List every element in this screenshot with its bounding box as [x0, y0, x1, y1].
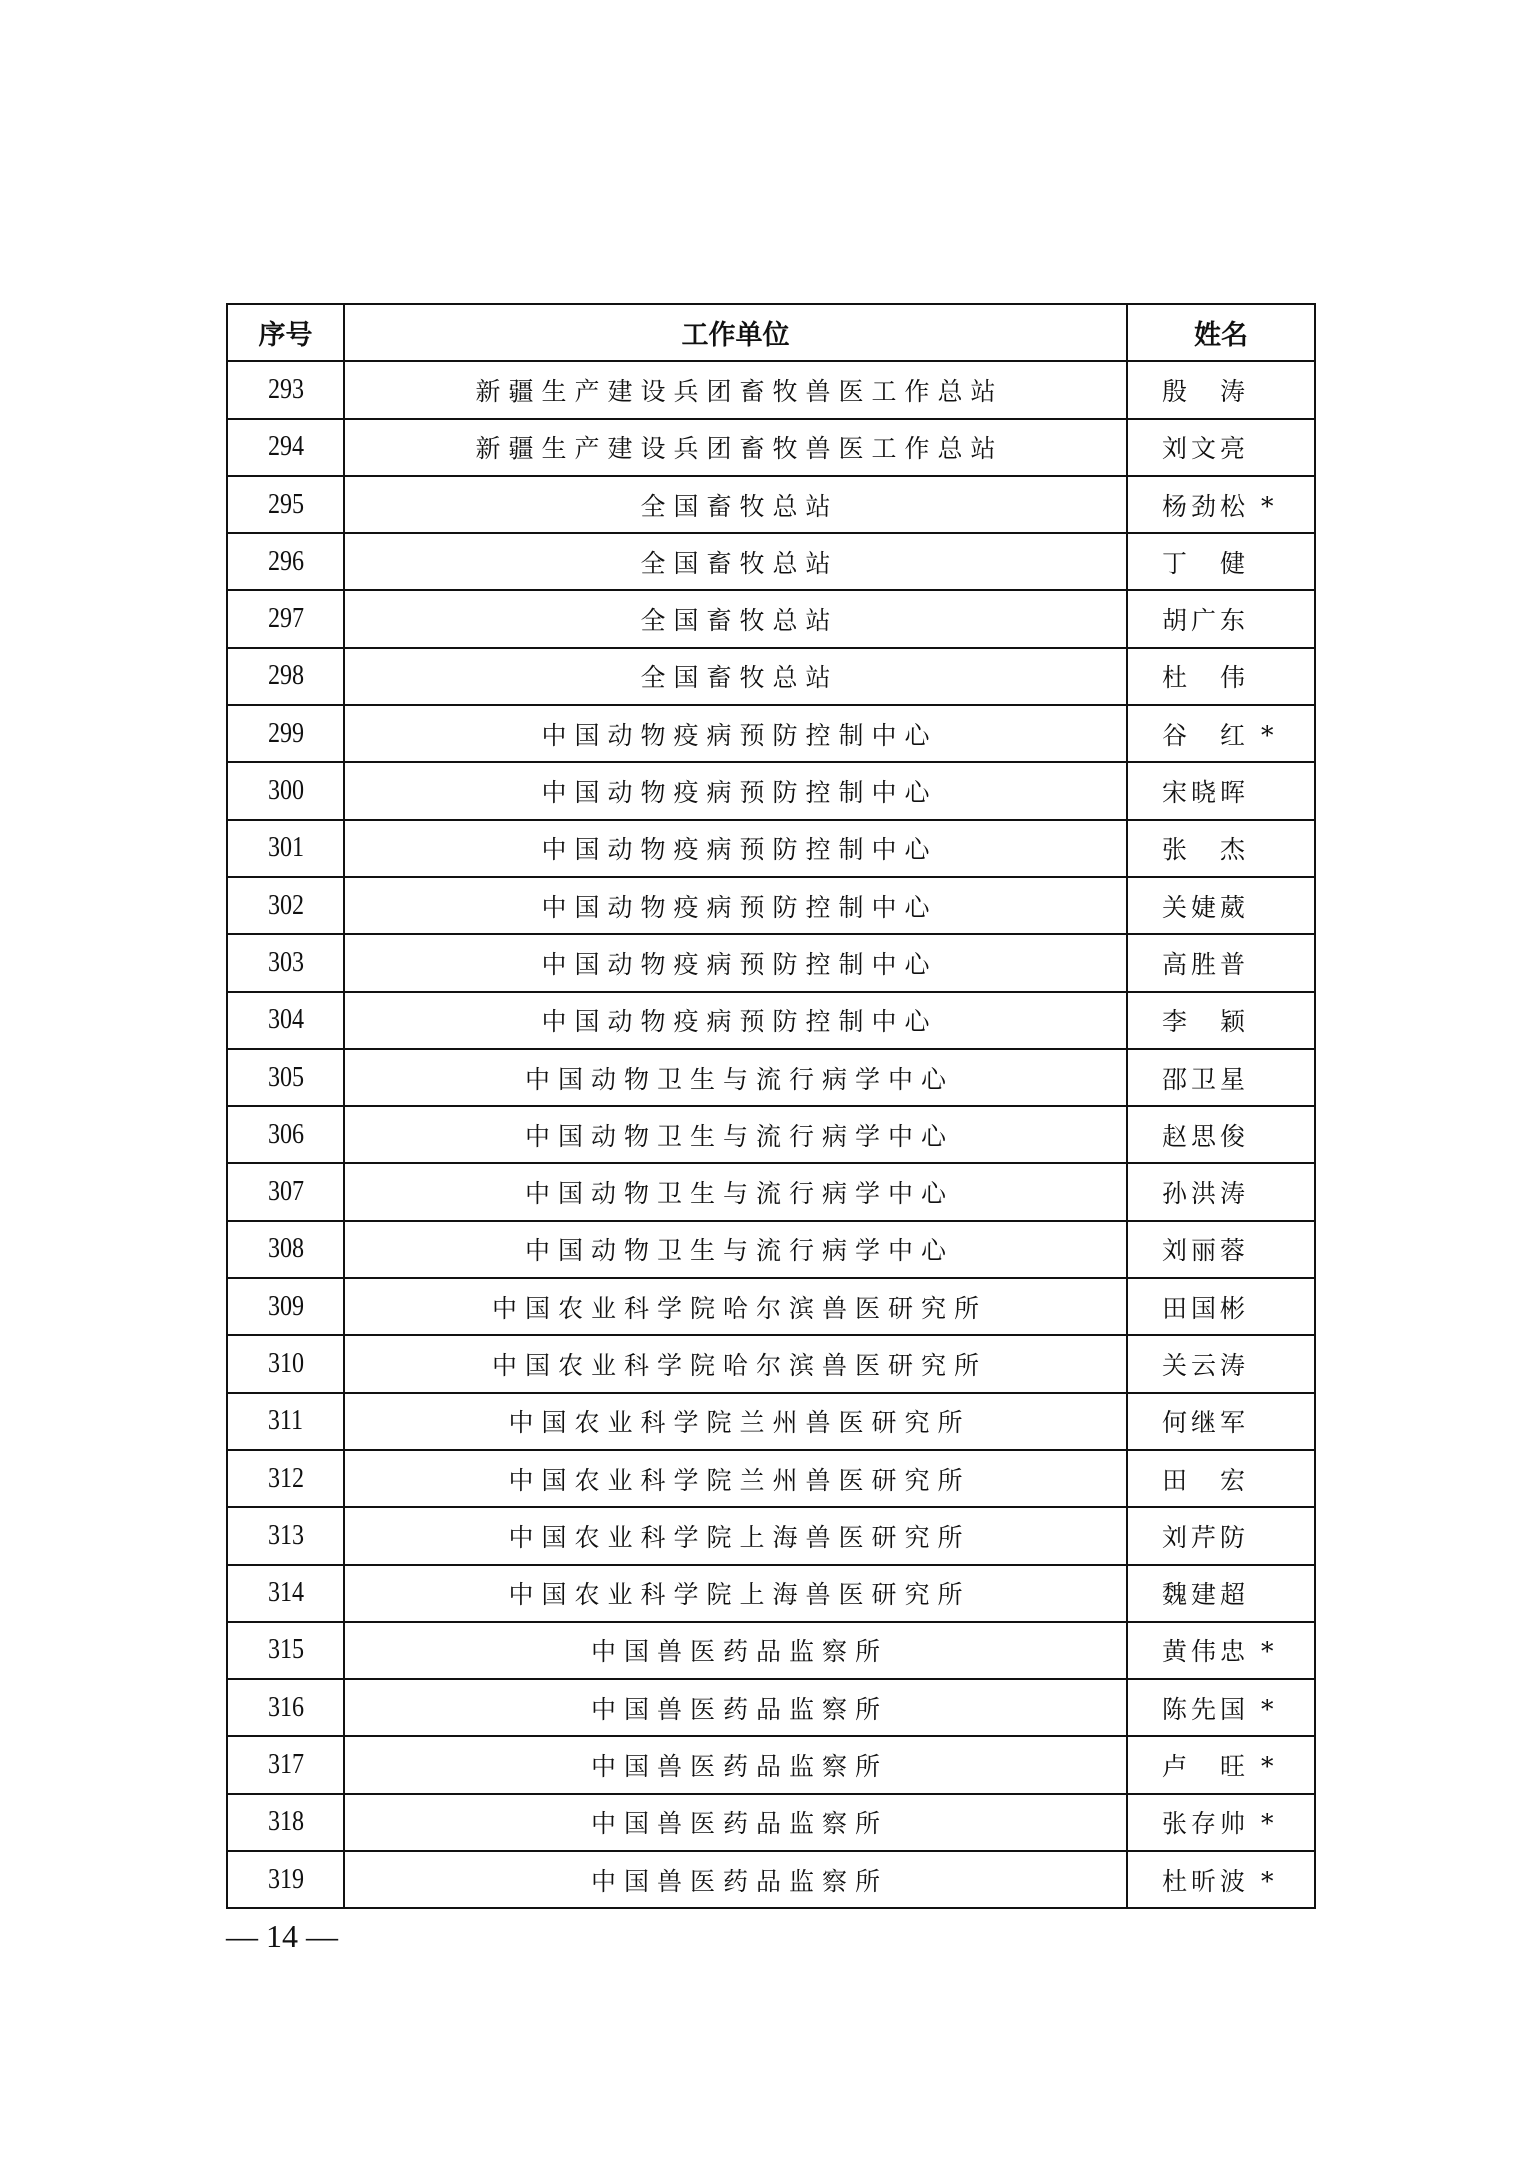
table-row — [227, 877, 1315, 934]
cell-index — [227, 1221, 344, 1278]
index-text: 308 — [267, 1233, 304, 1265]
cell-name: 田 宏 — [1127, 1450, 1315, 1507]
unit-text: 全国畜牧总站 — [640, 606, 839, 636]
unit-text: 中国动物卫生与流行病学中心 — [524, 1236, 954, 1266]
cell-name: 杨劲松 * — [1127, 476, 1315, 533]
cell-index — [227, 1507, 344, 1564]
cell-index — [227, 1565, 344, 1622]
header-name: 姓名 — [1127, 304, 1315, 361]
table-row — [227, 1507, 1315, 1564]
cell-unit — [344, 762, 1127, 819]
cell-name: 胡广东 — [1127, 590, 1315, 647]
personnel-table — [226, 303, 1316, 1909]
cell-index — [227, 1679, 344, 1736]
index-text: 305 — [267, 1061, 304, 1093]
table-row — [227, 1221, 1315, 1278]
unit-text: 中国动物疫病预防控制中心 — [541, 835, 938, 865]
table-row — [227, 1335, 1315, 1392]
cell-unit — [344, 533, 1127, 590]
cell-name: 张 杰 — [1127, 820, 1315, 877]
cell-name: 赵思俊 — [1127, 1106, 1315, 1163]
cell-unit — [344, 1393, 1127, 1450]
cell-index — [227, 820, 344, 877]
index-text: 307 — [267, 1176, 304, 1208]
cell-index — [227, 1851, 344, 1908]
cell-name: 张存帅 * — [1127, 1794, 1315, 1851]
index-text: 297 — [267, 603, 304, 635]
header-unit: 工作单位 — [344, 304, 1127, 361]
cell-index — [227, 648, 344, 705]
cell-index — [227, 1622, 344, 1679]
index-text: 315 — [267, 1634, 304, 1666]
cell-unit — [344, 1794, 1127, 1851]
cell-unit — [344, 1450, 1127, 1507]
index-text: 309 — [267, 1290, 304, 1322]
unit-text: 全国畜牧总站 — [640, 491, 839, 521]
cell-unit — [344, 1679, 1127, 1736]
unit-text: 中国动物卫生与流行病学中心 — [524, 1179, 954, 1209]
cell-unit — [344, 476, 1127, 533]
table-row — [227, 1163, 1315, 1220]
unit-text: 中国兽医药品监察所 — [590, 1694, 888, 1724]
unit-text: 中国农业科学院哈尔滨兽医研究所 — [491, 1293, 987, 1323]
cell-unit — [344, 419, 1127, 476]
table-row — [227, 934, 1315, 991]
unit-text: 中国动物卫生与流行病学中心 — [524, 1064, 954, 1094]
table-row — [227, 1851, 1315, 1908]
cell-name: 刘文亮 — [1127, 419, 1315, 476]
cell-index — [227, 877, 344, 934]
unit-text: 中国动物疫病预防控制中心 — [541, 1007, 938, 1037]
unit-text: 中国兽医药品监察所 — [590, 1866, 888, 1896]
index-text: 296 — [267, 545, 304, 577]
cell-name: 孙洪涛 — [1127, 1163, 1315, 1220]
index-text: 302 — [267, 889, 304, 921]
cell-index — [227, 476, 344, 533]
index-text: 303 — [267, 946, 304, 978]
table-header-row — [227, 304, 1315, 361]
table-row — [227, 762, 1315, 819]
cell-name: 谷 红 * — [1127, 705, 1315, 762]
cell-name: 杜昕波 * — [1127, 1851, 1315, 1908]
cell-index — [227, 419, 344, 476]
index-text: 317 — [267, 1749, 304, 1781]
index-text: 318 — [267, 1806, 304, 1838]
index-text: 295 — [267, 488, 304, 520]
cell-unit — [344, 1565, 1127, 1622]
index-text: 299 — [267, 717, 304, 749]
cell-index — [227, 1163, 344, 1220]
unit-text: 新疆生产建设兵团畜牧兽医工作总站 — [475, 434, 1004, 464]
unit-text: 中国农业科学院兰州兽医研究所 — [508, 1465, 971, 1495]
index-text: 312 — [267, 1462, 304, 1494]
cell-name: 刘芹防 — [1127, 1507, 1315, 1564]
table-row — [227, 1450, 1315, 1507]
table-row — [227, 992, 1315, 1049]
unit-text: 中国动物卫生与流行病学中心 — [524, 1121, 954, 1151]
cell-name: 杜 伟 — [1127, 648, 1315, 705]
cell-name: 卢 旺 * — [1127, 1736, 1315, 1793]
cell-name: 李 颖 — [1127, 992, 1315, 1049]
index-text: 294 — [267, 431, 304, 463]
cell-index — [227, 533, 344, 590]
unit-text: 中国动物疫病预防控制中心 — [541, 720, 938, 750]
cell-index — [227, 1736, 344, 1793]
index-text: 293 — [267, 373, 304, 405]
index-text: 306 — [267, 1118, 304, 1150]
unit-text: 中国农业科学院上海兽医研究所 — [508, 1522, 971, 1552]
cell-unit — [344, 648, 1127, 705]
table-body — [227, 361, 1315, 1908]
cell-unit — [344, 1736, 1127, 1793]
index-text: 314 — [267, 1577, 304, 1609]
cell-index — [227, 934, 344, 991]
cell-name: 邵卫星 — [1127, 1049, 1315, 1106]
table-row — [227, 1736, 1315, 1793]
unit-text: 中国兽医药品监察所 — [590, 1752, 888, 1782]
cell-name: 黄伟忠 * — [1127, 1622, 1315, 1679]
cell-name: 殷 涛 — [1127, 361, 1315, 418]
cell-unit — [344, 590, 1127, 647]
cell-name: 田国彬 — [1127, 1278, 1315, 1335]
unit-text: 中国农业科学院哈尔滨兽医研究所 — [491, 1350, 987, 1380]
index-text: 313 — [267, 1519, 304, 1551]
cell-unit — [344, 1049, 1127, 1106]
table-row — [227, 1049, 1315, 1106]
index-text: 298 — [267, 660, 304, 692]
unit-text: 中国动物疫病预防控制中心 — [541, 778, 938, 808]
index-text: 301 — [267, 832, 304, 864]
unit-text: 中国农业科学院上海兽医研究所 — [508, 1580, 971, 1610]
table-row — [227, 705, 1315, 762]
cell-unit — [344, 705, 1127, 762]
table-row — [227, 1278, 1315, 1335]
cell-index — [227, 992, 344, 1049]
cell-index — [227, 705, 344, 762]
cell-unit — [344, 1622, 1127, 1679]
table-row — [227, 590, 1315, 647]
table-row — [227, 361, 1315, 418]
cell-index — [227, 1794, 344, 1851]
cell-name: 关婕葳 — [1127, 877, 1315, 934]
unit-text: 中国动物疫病预防控制中心 — [541, 949, 938, 979]
unit-text: 中国农业科学院兰州兽医研究所 — [508, 1408, 971, 1438]
table-row — [227, 476, 1315, 533]
cell-index — [227, 1335, 344, 1392]
page-number: — 14 — — [226, 1918, 338, 1954]
cell-unit — [344, 1507, 1127, 1564]
cell-unit — [344, 1335, 1127, 1392]
cell-index — [227, 361, 344, 418]
cell-index — [227, 1278, 344, 1335]
unit-text: 全国畜牧总站 — [640, 663, 839, 693]
index-text: 316 — [267, 1691, 304, 1723]
table-row — [227, 1794, 1315, 1851]
cell-name: 高胜普 — [1127, 934, 1315, 991]
cell-name: 何继军 — [1127, 1393, 1315, 1450]
cell-unit — [344, 1221, 1127, 1278]
unit-text: 全国畜牧总站 — [640, 548, 839, 578]
table-row — [227, 419, 1315, 476]
cell-index — [227, 1393, 344, 1450]
cell-name: 魏建超 — [1127, 1565, 1315, 1622]
cell-unit — [344, 361, 1127, 418]
cell-index — [227, 590, 344, 647]
table-row — [227, 1565, 1315, 1622]
cell-name: 关云涛 — [1127, 1335, 1315, 1392]
table-row — [227, 820, 1315, 877]
cell-name: 刘丽蓉 — [1127, 1221, 1315, 1278]
cell-unit — [344, 877, 1127, 934]
cell-name: 陈先国 * — [1127, 1679, 1315, 1736]
cell-unit — [344, 1278, 1127, 1335]
unit-text: 中国兽医药品监察所 — [590, 1809, 888, 1839]
index-text: 310 — [267, 1347, 304, 1379]
index-text: 300 — [267, 775, 304, 807]
cell-unit — [344, 992, 1127, 1049]
table-row — [227, 1393, 1315, 1450]
cell-index — [227, 762, 344, 819]
index-text: 304 — [267, 1004, 304, 1036]
table-row — [227, 648, 1315, 705]
index-text: 319 — [267, 1863, 304, 1895]
table-row — [227, 533, 1315, 590]
index-text: 311 — [267, 1405, 304, 1437]
header-index: 序号 — [227, 304, 344, 361]
table-row — [227, 1106, 1315, 1163]
unit-text: 新疆生产建设兵团畜牧兽医工作总站 — [475, 376, 1004, 406]
cell-unit — [344, 1163, 1127, 1220]
table-row — [227, 1679, 1315, 1736]
cell-name: 宋晓晖 — [1127, 762, 1315, 819]
cell-name: 丁 健 — [1127, 533, 1315, 590]
cell-unit — [344, 1106, 1127, 1163]
table-row — [227, 1622, 1315, 1679]
cell-index — [227, 1049, 344, 1106]
cell-index — [227, 1106, 344, 1163]
unit-text: 中国动物疫病预防控制中心 — [541, 892, 938, 922]
cell-unit — [344, 1851, 1127, 1908]
cell-index — [227, 1450, 344, 1507]
cell-unit — [344, 934, 1127, 991]
cell-unit — [344, 820, 1127, 877]
unit-text: 中国兽医药品监察所 — [590, 1637, 888, 1667]
